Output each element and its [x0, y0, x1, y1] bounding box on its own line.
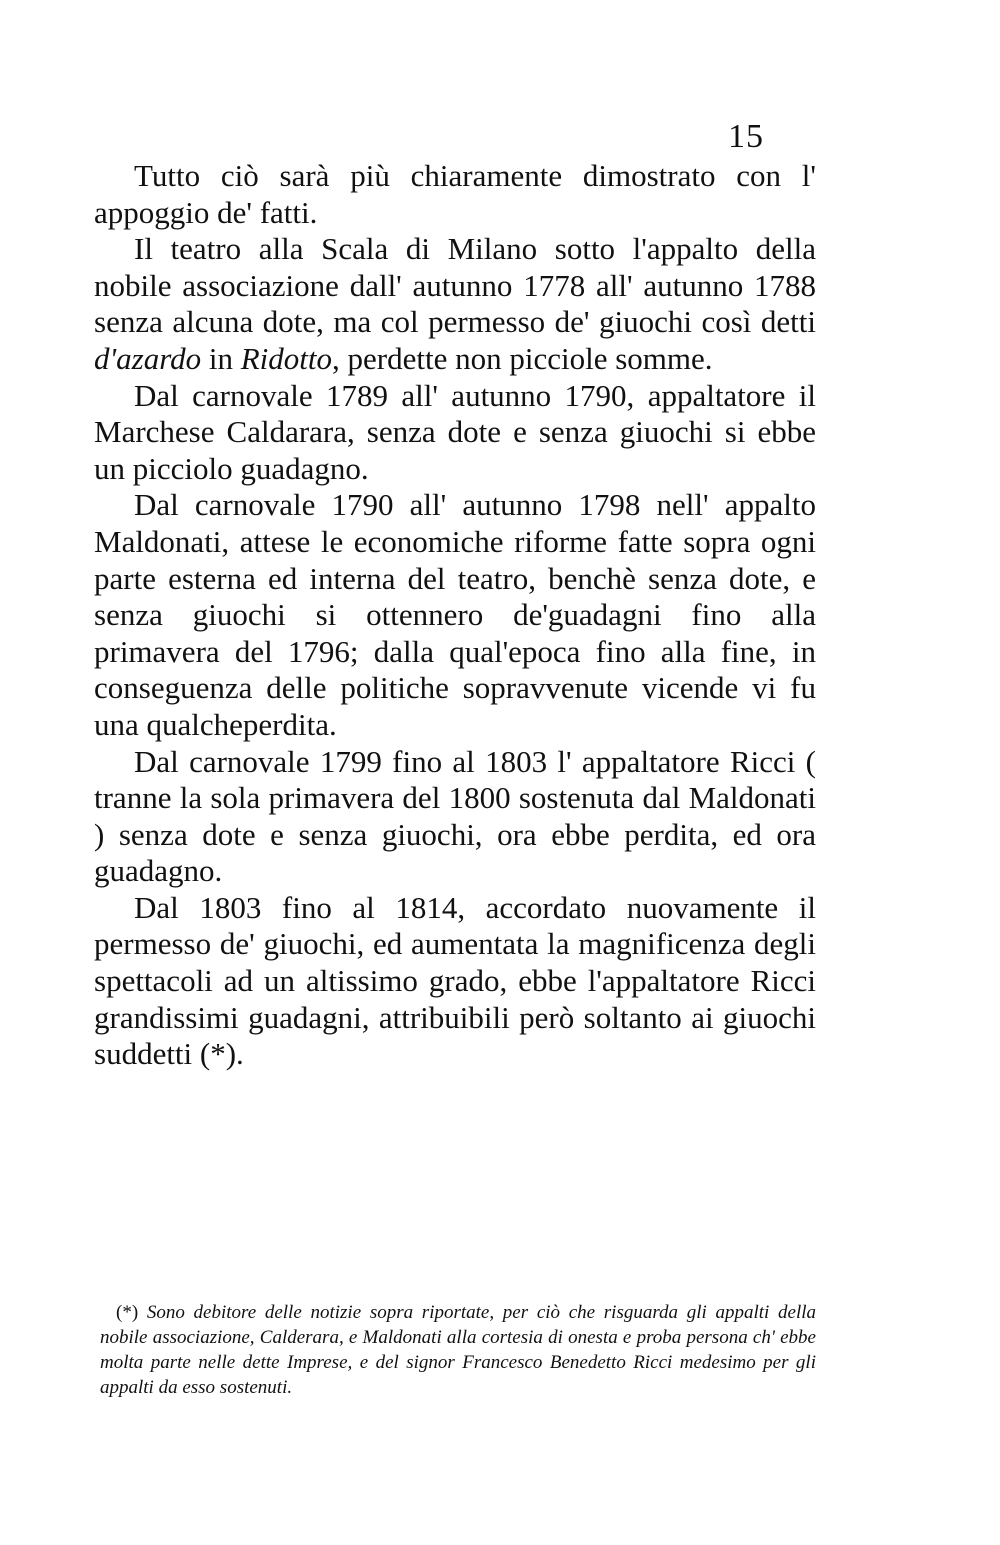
paragraph-5: Dal carnovale 1799 fino al 1803 l' appaltatore Ricci ( tranne la sola primavera del 1800 sostenuta dal Maldonati ) senza dote e senza giuochi, ora ebbe perdita, ed ora guadagno. [94, 743, 816, 889]
paragraph-1: Tutto ciò sarà più chiaramente dimostrato con l' appoggio de' fatti. [94, 158, 816, 230]
main-text [94, 158, 816, 1073]
footnote-text: Sono debitore delle notizie sopra riportate, per ciò che risguarda gli appalti della nobile associazione, Calderara, e Maldonati alla cortesia di onesta e proba persona ch' ebbe molta parte nelle dette Imprese, e del signor Francesco Benedetto Ricci medesimo per gli appalti da esso sostenuti. [100, 1302, 816, 1398]
paragraph-2-text-middle: in [201, 340, 241, 376]
paragraph-4: Dal carnovale 1790 all' autunno 1798 nell' appalto Maldonati, attese le economiche riforme fatte sopra ogni parte esterna ed interna del teatro, benchè senza dote, e senza giuochi si ottennero de'guadagni fino alla primavera del 1796; dalla qual'epoca fino alla fine, in conseguenza delle politiche sopravvenute vicende vi fu una qualcheperdita. [94, 487, 816, 742]
footnote [100, 1300, 816, 1400]
paragraph-6: Dal 1803 fino al 1814, accordato nuovamente il permesso de' giuochi, ed aumentata la magnificenza degli spettacoli ad un altissimo grado, ebbe l'appaltatore Ricci grandissimi guadagni, attribuibili però soltanto ai giuochi suddetti (*). [94, 889, 816, 1072]
paragraph-2-text-after: , perdette non picciole somme. [332, 340, 713, 376]
page-number: 15 [728, 118, 764, 155]
paragraph-2 [94, 231, 816, 377]
footnote-paragraph [100, 1300, 816, 1400]
paragraph-2-text-before: Il teatro alla Scala di Milano sotto l'appalto della nobile associazione dall' autunno 1778 all' autunno 1788 senza alcuna dote, ma col permesso de' giuochi così detti [94, 231, 816, 340]
footnote-marker: (*) [116, 1302, 139, 1323]
paragraph-2-italic-ridotto: Ridotto [240, 340, 333, 376]
paragraph-3: Dal carnovale 1789 all' autunno 1790, appaltatore il Marchese Caldarara, senza dote e senza giuochi si ebbe un picciolo guadagno. [94, 377, 816, 486]
paragraph-2-italic-azardo: d'azardo [94, 340, 202, 376]
